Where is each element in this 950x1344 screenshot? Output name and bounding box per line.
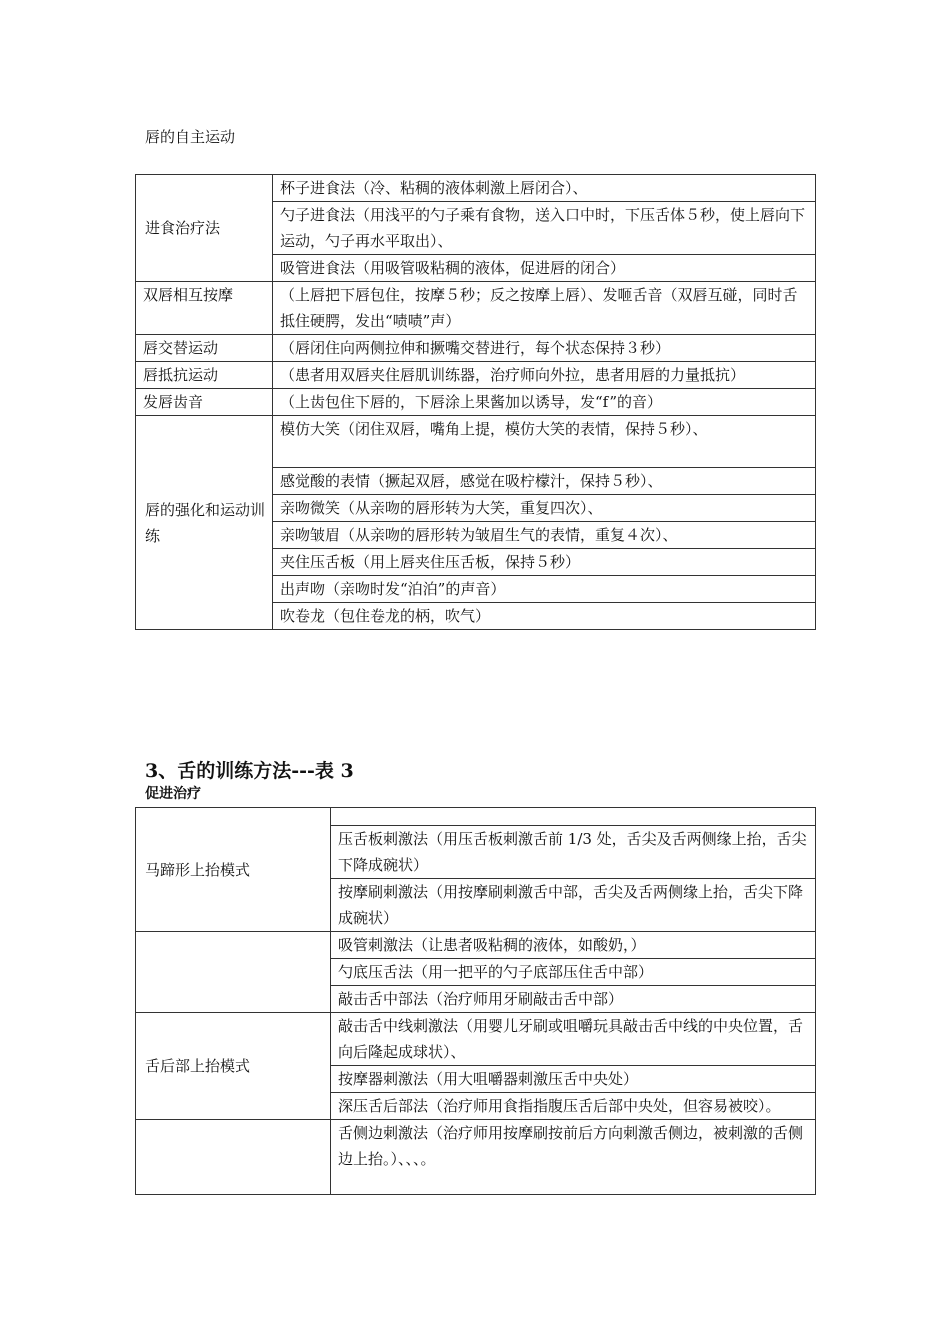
method-cell: 模仿大笑（闭住双唇，嘴角上提，模仿大笑的表情，保持５秒）、 (273, 416, 816, 468)
method-cell: （唇闭住向两侧拉伸和撅嘴交替进行，每个状态保持３秒） (273, 335, 816, 362)
method-cell: 吹卷龙（包住卷龙的柄，吹气） (273, 603, 816, 630)
lip-training-table (135, 174, 816, 630)
table-row (136, 1013, 816, 1066)
method-cell: 压舌板刺激法（用压舌板刺激舌前 1/3 处，舌尖及舌两侧缘上抬，舌尖下降成碗状） (331, 826, 816, 879)
method-cell: 夹住压舌板（用上唇夹住压舌板，保持５秒） (273, 549, 816, 576)
category-cell: 发唇齿音 (136, 389, 273, 416)
category-cell: 舌后部上抬模式 (136, 1013, 331, 1120)
method-cell: 亲吻微笑（从亲吻的唇形转为大笑，重复四次）、 (273, 495, 816, 522)
category-cell: 双唇相互按摩 (136, 282, 273, 335)
method-cell: （上唇把下唇包住，按摩５秒；反之按摩上唇）、发咂舌音（双唇互碰，同时舌抵住硬腭，发出“啧啧”声） (273, 282, 816, 335)
method-cell (331, 808, 816, 826)
table-row (136, 362, 816, 389)
category-cell: 唇交替运动 (136, 335, 273, 362)
category-cell (136, 1120, 331, 1195)
method-cell: 吸管刺激法（让患者吸粘稠的液体，如酸奶，） (331, 932, 816, 959)
tongue-section-subheading: 促进治疗 (145, 786, 201, 802)
method-cell: （患者用双唇夹住唇肌训练器，治疗师向外拉，患者用唇的力量抵抗） (273, 362, 816, 389)
method-cell: 敲击舌中部法（治疗师用牙刷敲击舌中部） (331, 986, 816, 1013)
table-row (136, 1120, 816, 1195)
table-row (136, 335, 816, 362)
method-cell: 按摩器刺激法（用大咀嚼器刺激压舌中央处） (331, 1066, 816, 1093)
method-cell: 勺底压舌法（用一把平的勺子底部压住舌中部） (331, 959, 816, 986)
table-row (136, 389, 816, 416)
method-cell: 按摩刷刺激法（用按摩刷刺激舌中部，舌尖及舌两侧缘上抬，舌尖下降成碗状） (331, 879, 816, 932)
method-cell: 舌侧边刺激法（治疗师用按摩刷按前后方向刺激舌侧边，被刺激的舌侧边上抬。）、、、。 (331, 1120, 816, 1195)
method-cell: 吸管进食法（用吸管吸粘稠的液体，促进唇的闭合） (273, 255, 816, 282)
method-cell: 亲吻皱眉（从亲吻的唇形转为皱眉生气的表情，重复４次）、 (273, 522, 816, 549)
method-cell: 杯子进食法（冷、粘稠的液体刺激上唇闭合）、 (273, 175, 816, 202)
tongue-section-heading: 3、舌的训练方法---表 3 (145, 760, 354, 782)
method-cell: 敲击舌中线刺激法（用婴儿牙刷或咀嚼玩具敲击舌中线的中央位置，舌向后隆起成球状）、 (331, 1013, 816, 1066)
method-cell: 勺子进食法（用浅平的勺子乘有食物，送入口中时，下压舌体５秒，使上唇向下运动，勺子再水平取出）、 (273, 202, 816, 255)
category-cell: 唇抵抗运动 (136, 362, 273, 389)
table-row (136, 175, 816, 202)
table-row (136, 416, 816, 468)
category-cell (136, 932, 331, 1013)
table-row (136, 282, 816, 335)
method-cell: （上齿包住下唇的，下唇涂上果酱加以诱导，发“f”的音） (273, 389, 816, 416)
category-cell: 马蹄形上抬模式 (136, 808, 331, 932)
category-cell: 唇的强化和运动训练 (136, 416, 273, 630)
method-cell: 深压舌后部法（治疗师用食指指腹压舌后部中央处，但容易被咬）。 (331, 1093, 816, 1120)
method-cell: 出声吻（亲吻时发“泊泊”的声音） (273, 576, 816, 603)
category-cell: 进食治疗法 (136, 175, 273, 282)
table-row (136, 808, 816, 826)
method-cell: 感觉酸的表情（撅起双唇，感觉在吸柠檬汁，保持５秒）、 (273, 468, 816, 495)
lip-section-title: 唇的自主运动 (145, 128, 236, 146)
tongue-training-table (135, 807, 816, 1195)
table-row (136, 932, 816, 959)
